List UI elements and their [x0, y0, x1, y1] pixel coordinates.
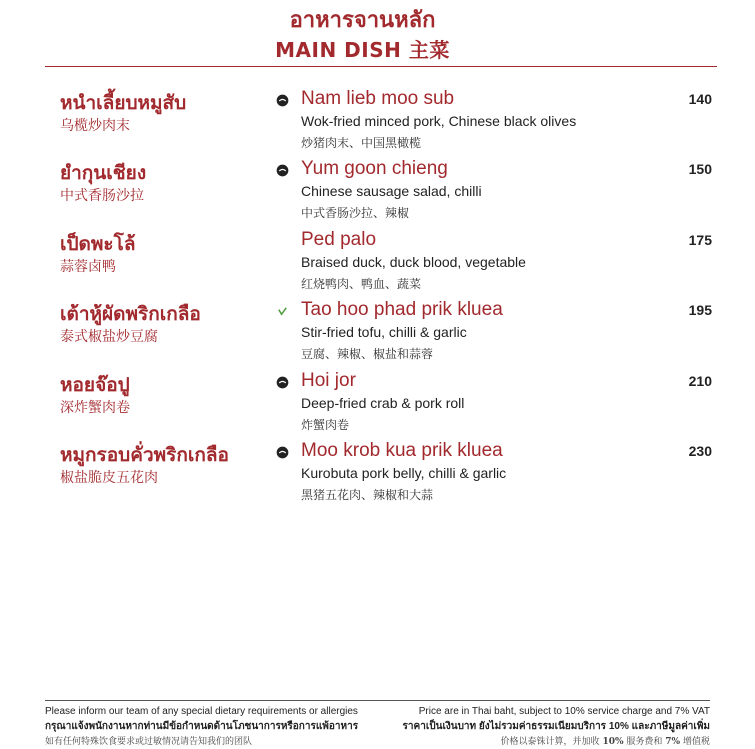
header-divider [45, 66, 717, 67]
menu-item [0, 158, 755, 228]
vegetarian-icon [276, 305, 289, 318]
dish-name-thai: เต้าหู้ผัดพริกเกลือ [60, 303, 201, 325]
dish-name-english: Ped palo [301, 229, 377, 250]
dish-price: 150 [688, 161, 712, 177]
footer-cn-vat-pct: 7% [665, 737, 681, 747]
dish-name-thai: หมูกรอบคั่วพริกเกลือ [60, 444, 229, 466]
dish-name-english: Tao hoo phad prik kluea [301, 299, 503, 320]
dish-price: 140 [688, 91, 712, 107]
footer-dietary-en: Please inform our team of any special dietary requirements or allergies [45, 706, 358, 717]
footer-price-note-cn [501, 734, 710, 747]
dish-name-chinese: 蒜蓉卤鸭 [60, 259, 116, 275]
dish-name-chinese: 椒盐脆皮五花肉 [60, 470, 158, 486]
chef-recommend-icon [276, 94, 289, 107]
page-title-english: MAIN DISH 主菜 [275, 38, 450, 62]
dish-name-thai: หนำเลี้ยบหมูสับ [60, 92, 187, 114]
dish-name-english: Moo krob kua prik kluea [301, 440, 503, 461]
dish-description-english: Wok-fried minced pork, Chinese black olives [301, 113, 577, 129]
dish-name-chinese: 乌榄炒肉末 [60, 118, 130, 134]
dish-name-english: Hoi jor [301, 370, 356, 391]
dish-name-thai: ยำกุนเชียง [60, 162, 147, 184]
page-title-thai: อาหารจานหลัก [289, 8, 436, 33]
footer-price-note-en: Price are in Thai baht, subject to 10% service charge and 7% VAT [418, 706, 710, 717]
dish-price: 175 [688, 232, 712, 248]
dish-description-chinese: 黑猪五花肉、辣椒和大蒜 [301, 488, 434, 502]
dish-description-chinese: 红烧鸭肉、鸭血、蔬菜 [301, 277, 422, 291]
dish-description-english: Braised duck, duck blood, vegetable [301, 254, 526, 270]
dish-description-chinese: 豆腐、辣椒、椒盐和蒜蓉 [301, 347, 434, 361]
chef-recommend-icon [276, 164, 289, 177]
dish-name-chinese: 中式香肠沙拉 [60, 188, 144, 204]
dish-name-english: Yum goon chieng [301, 158, 448, 179]
footer-price-note-th: ราคาเป็นเงินบาท ยังไม่รวมค่าธรรมเนียมบริการ 10% และภาษีมูลค่าเพิ่ม [402, 721, 710, 732]
dish-description-english: Chinese sausage salad, chilli [301, 183, 482, 199]
dish-description-english: Kurobuta pork belly, chilli & garlic [301, 465, 507, 481]
chef-recommend-icon [276, 446, 289, 459]
dish-description-english: Stir-fried tofu, chilli & garlic [301, 324, 467, 340]
dish-description-english: Deep-fried crab & pork roll [301, 395, 465, 411]
footer-divider [45, 700, 710, 701]
footer-dietary-th: กรุณาแจ้งพนักงานหากท่านมีข้อกำหนดด้านโภชนาการหรือการแพ้อาหาร [45, 721, 359, 732]
dish-name-chinese: 泰式椒盐炒豆腐 [60, 329, 158, 345]
dish-name-thai: เป็ดพะโล้ [60, 233, 136, 255]
menu-item [0, 299, 755, 369]
footer-cn-part-b: 服务费和 [626, 737, 663, 747]
footer-cn-part-c: 增值税 [682, 737, 710, 747]
footer-dietary-cn: 如有任何特殊饮食要求或过敏情况请告知我们的团队 [45, 737, 253, 747]
dish-name-thai: หอยจ๊อปู [60, 374, 130, 396]
menu-item [0, 440, 755, 510]
dish-description-chinese: 炒猪肉末、中国黑橄榄 [301, 136, 422, 150]
chef-recommend-icon [276, 376, 289, 389]
dish-price: 210 [688, 373, 712, 389]
dish-price: 195 [688, 302, 712, 318]
menu-item [0, 370, 755, 440]
dish-name-chinese: 深炸蟹肉卷 [60, 400, 130, 416]
menu-item [0, 229, 755, 299]
dish-name-english: Nam lieb moo sub [301, 88, 455, 109]
menu-item [0, 88, 755, 158]
dish-price: 230 [688, 443, 712, 459]
dish-description-chinese: 中式香肠沙拉、辣椒 [301, 206, 410, 220]
footer-cn-service-pct: 10% [602, 737, 624, 747]
footer-cn-part-a: 价格以泰铢计算，并加收 [500, 737, 600, 747]
dish-description-chinese: 炸蟹肉卷 [301, 418, 350, 432]
